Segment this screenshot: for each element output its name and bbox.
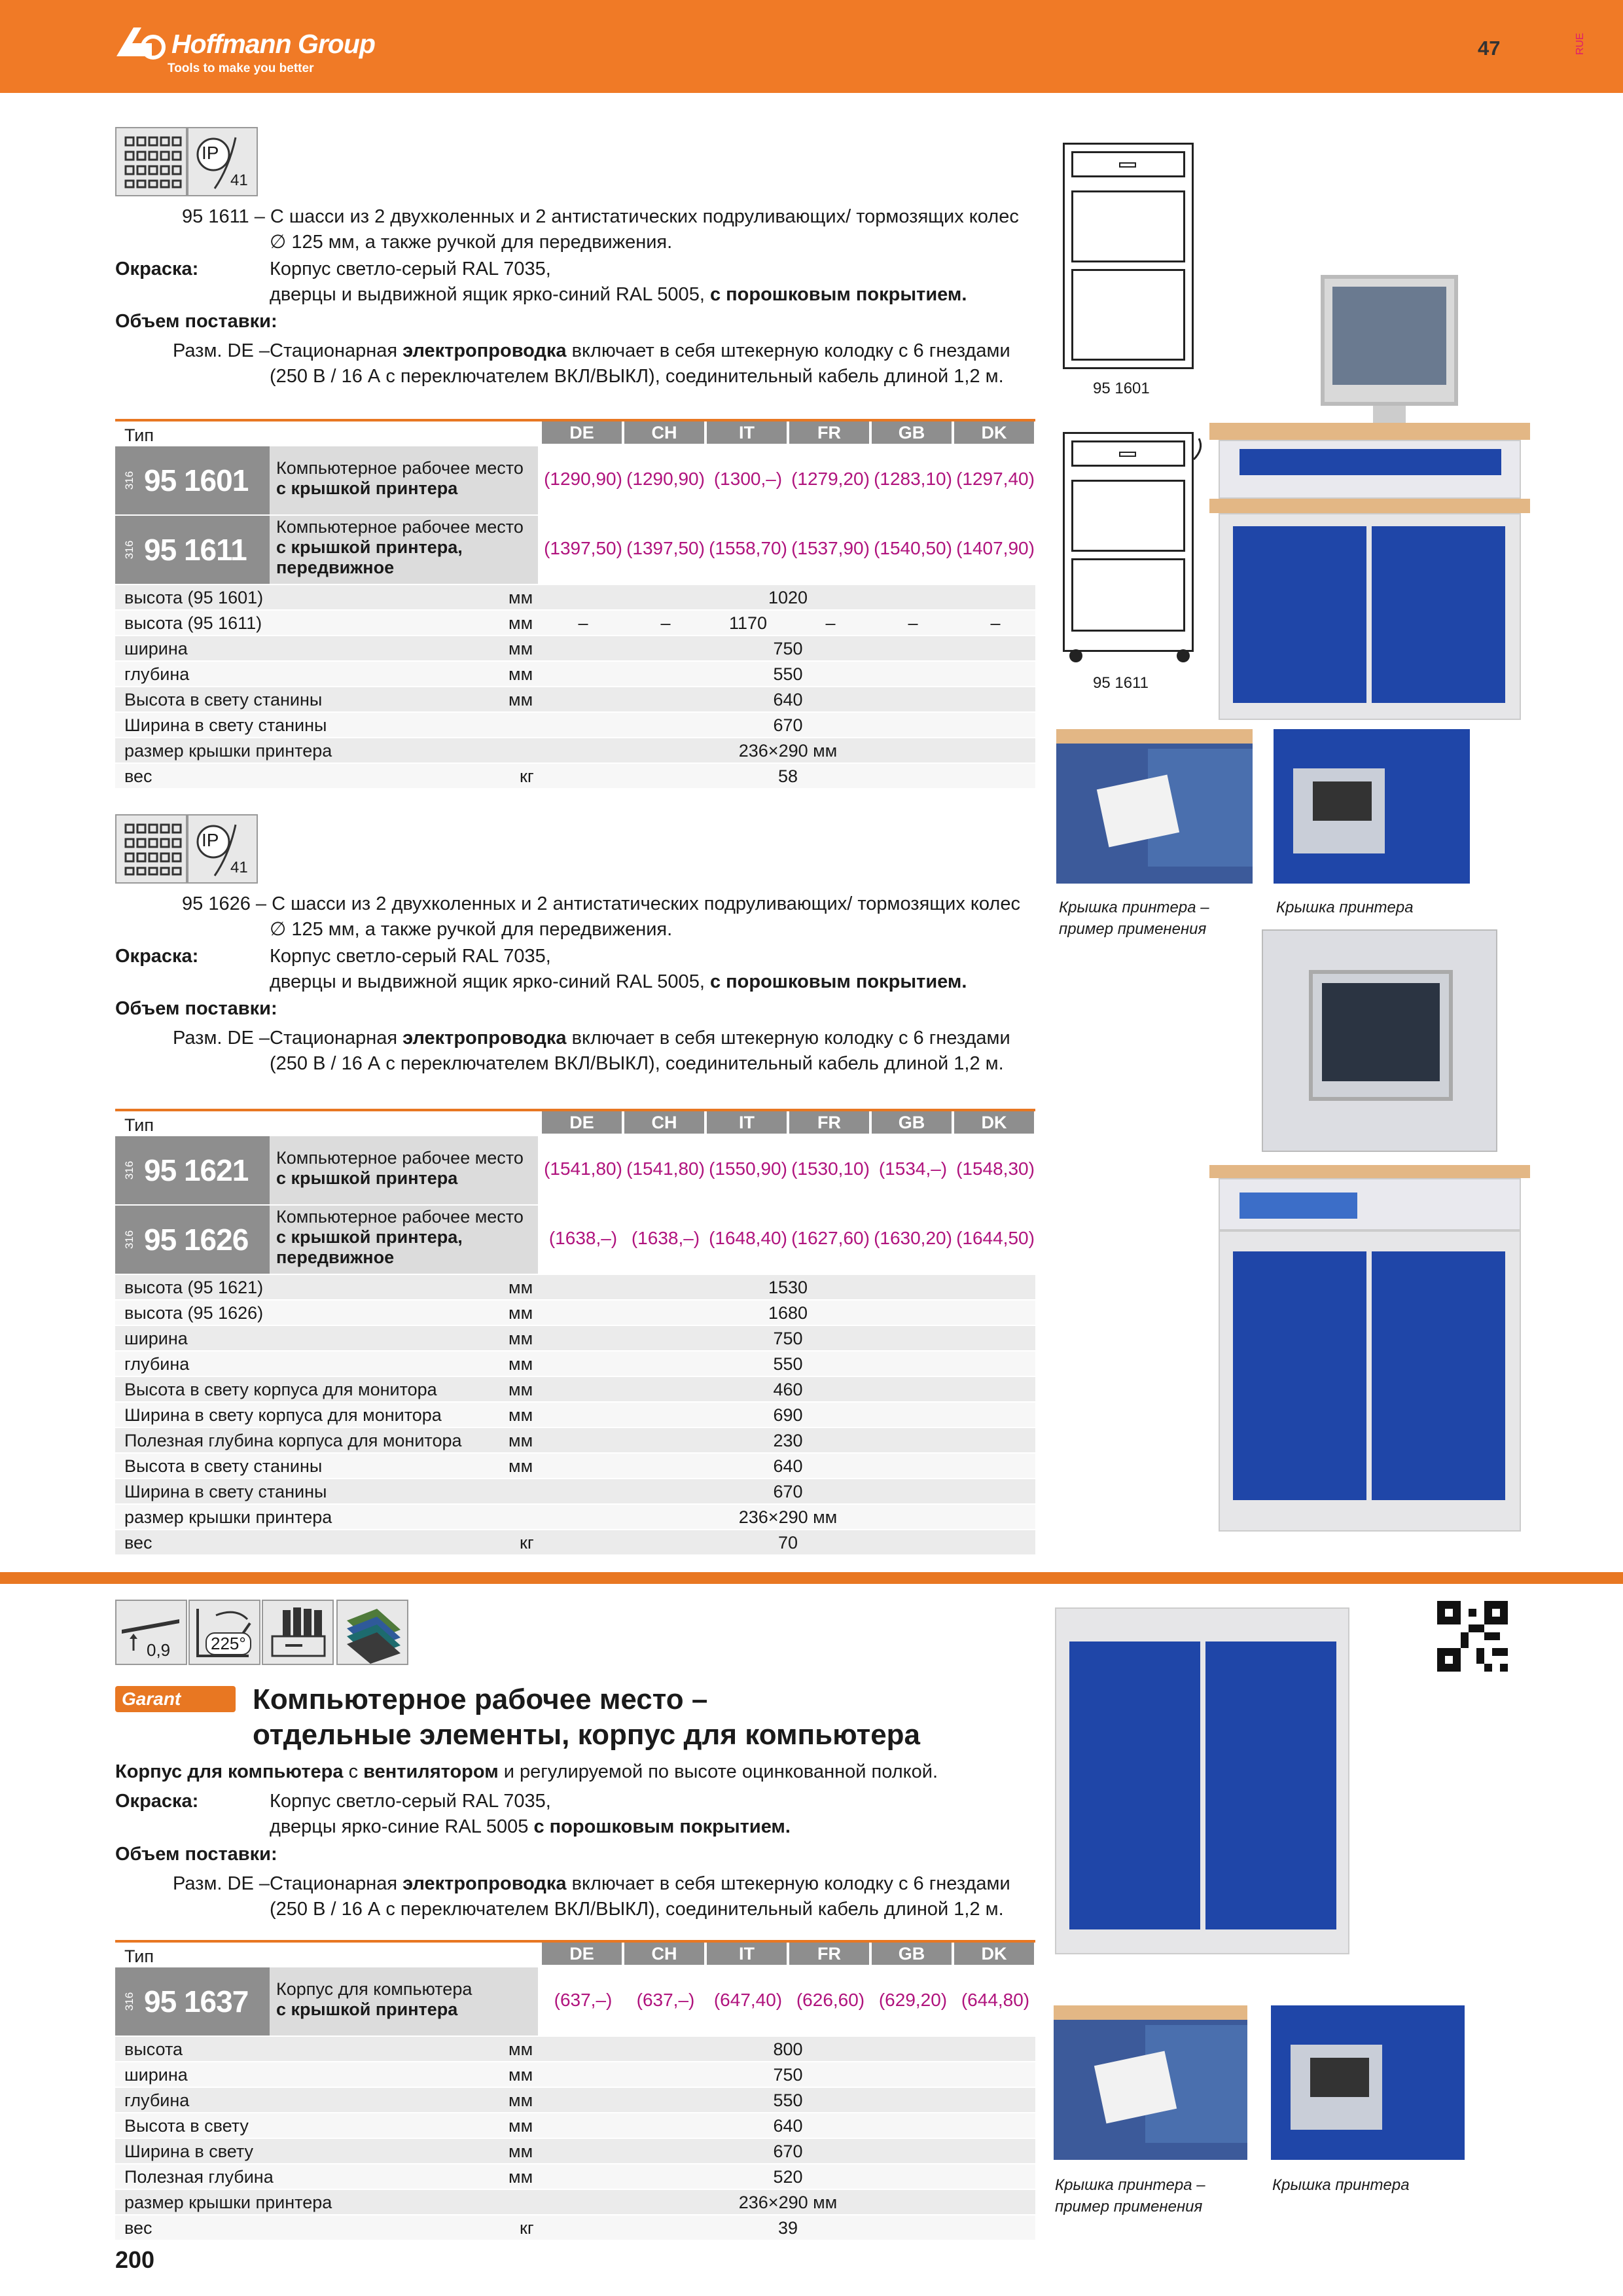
caption-usage-line-2: пример применения: [1055, 2198, 1203, 2215]
handle-icon: [1192, 436, 1207, 462]
type-label: Тип: [124, 425, 154, 445]
paint-line-1: Корпус светло-серый RAL 7035,: [270, 946, 551, 967]
spec-row: высота (95 1626) мм 1680: [115, 1300, 1035, 1326]
col-fr: FR: [789, 422, 869, 444]
table-header: [115, 1109, 1035, 1134]
spec-row: размер крышки принтера 236×290 мм: [115, 1505, 1035, 1530]
usage-photo: [1056, 729, 1253, 884]
table-header: [115, 1940, 1035, 1965]
product-image-enclosed-workstation: [1209, 929, 1530, 1532]
spec-row: глубина мм 550: [115, 1352, 1035, 1377]
col-fr: FR: [789, 1111, 869, 1134]
price-ch: (1290,90): [626, 469, 705, 489]
col-gb: GB: [872, 1943, 952, 1965]
product-image-workstation: [1209, 275, 1530, 720]
product-row[interactable]: [115, 1967, 1035, 2036]
logo-tagline: Tools to make you better: [168, 62, 314, 75]
color-swatches-icon: [336, 1600, 408, 1665]
table-header: [115, 419, 1035, 444]
caption-usage-line-1: Крышка принтера –: [1059, 899, 1209, 916]
spec-row: ширина мм 750: [115, 1326, 1035, 1352]
price-it: (1648,40): [709, 1228, 787, 1248]
price-dk: (1548,30): [956, 1158, 1035, 1179]
article-number: 95 1611: [144, 533, 247, 567]
drawing-label: 95 1611: [1093, 674, 1149, 692]
article-number: 95 1621: [144, 1153, 249, 1187]
paint-line-1: Корпус светло-серый RAL 7035,: [270, 1791, 551, 1812]
section-divider: [0, 1572, 1623, 1584]
col-ch: CH: [624, 1111, 704, 1134]
caption-usage-line-2: пример применения: [1059, 920, 1207, 938]
spec-row: вес кг 70: [115, 1530, 1035, 1556]
ip-value: 41: [230, 171, 248, 189]
scope-label: Объем поставки:: [115, 311, 277, 332]
scope-label: Объем поставки:: [115, 998, 277, 1019]
garant-logo: Garant: [115, 1686, 236, 1712]
col-dk: DK: [954, 422, 1034, 444]
product-row[interactable]: [115, 516, 1035, 584]
spec-row: Ширина в свету станины 670: [115, 713, 1035, 738]
spec-row: размер крышки принтера 236×290 мм: [115, 738, 1035, 764]
col-fr: FR: [789, 1943, 869, 1965]
article-badge: 316 95 1621: [115, 1136, 270, 1204]
spec-row: ширина мм 750: [115, 2062, 1035, 2088]
paint-label: Окраска:: [115, 946, 199, 967]
col-ch: CH: [624, 1943, 704, 1965]
scope-prefix: Разм. DE –: [173, 1028, 270, 1049]
language-code: RUE: [1575, 33, 1586, 55]
price-fr: (626,60): [796, 1990, 865, 2010]
price-dk: (644,80): [961, 1990, 1030, 2010]
scope-line-1: Стационарная электропроводка включает в себя штекерную колодку с 6 гнездами: [270, 1873, 1010, 1894]
scope-prefix: Разм. DE –: [173, 1873, 270, 1894]
feature-line-1: 95 1611 – С шасси из 2 двухколенных и 2 антистатических подруливающих/ тормозящих колес: [182, 206, 1019, 227]
feature-line-2: ∅ 125 мм, а также ручкой для передвижения.: [270, 232, 673, 253]
product-row[interactable]: [115, 1206, 1035, 1274]
price-it: (647,40): [713, 1990, 783, 2010]
ip-label: IP: [202, 143, 219, 163]
ip-rating-icon: [187, 127, 258, 196]
spec-row: высота мм 800: [115, 2037, 1035, 2062]
section-title-line-1: Компьютерное рабочее место –: [253, 1683, 708, 1715]
logo-name: Hoffmann Group: [171, 29, 375, 59]
paint-line-2: дверцы ярко-синие RAL 5005 с порошковым покрытием.: [270, 1816, 791, 1837]
spec-row: вес кг 58: [115, 764, 1035, 789]
col-de: DE: [542, 422, 622, 444]
product-description: Компьютерное рабочее место с крышкой принтера: [270, 1136, 538, 1204]
col-dk: DK: [954, 1111, 1034, 1134]
price-fr: (1279,20): [791, 469, 870, 489]
col-de: DE: [542, 1111, 622, 1134]
spec-row: Высота в свету корпуса для монитора мм 460: [115, 1377, 1035, 1403]
grid-panel-icon: [115, 127, 187, 196]
page-number-bottom: 200: [115, 2246, 155, 2273]
spec-row: размер крышки принтера 236×290 мм: [115, 2190, 1035, 2215]
caster-wheels-icon: [1065, 648, 1196, 665]
price-ch: (1638,–): [631, 1228, 700, 1248]
usage-photo: [1054, 2005, 1247, 2160]
spec-row: Высота в свету станины мм 640: [115, 687, 1035, 713]
col-de: DE: [542, 1943, 622, 1965]
price-de: (1638,–): [548, 1228, 618, 1248]
printer-photo: [1271, 2005, 1465, 2160]
scope-line-2: (250 В / 16 А с переключателем ВКЛ/ВЫКЛ), соединительный кабель длиной 1,2 м.: [270, 366, 1004, 387]
price-it: (1300,–): [713, 469, 783, 489]
product-description: Компьютерное рабочее место с крышкой принтера, передвижное: [270, 1206, 538, 1274]
drawing-95-1601: [1063, 143, 1194, 369]
article-number: 95 1626: [144, 1223, 249, 1257]
price-ch: (1541,80): [626, 1158, 705, 1179]
price-dk: (1644,50): [956, 1228, 1035, 1248]
hoffmann-logo-icon: [113, 24, 170, 60]
caption-printer: Крышка принтера: [1272, 2176, 1410, 2194]
article-number: 95 1601: [144, 463, 249, 497]
article-badge: 316 95 1626: [115, 1206, 270, 1274]
ip-label: IP: [202, 830, 219, 850]
product-image-computer-cabinet: [1055, 1607, 1349, 1954]
page-number-top: 47: [1478, 37, 1501, 60]
spec-row: Ширина в свету корпуса для монитора мм 690: [115, 1403, 1035, 1428]
product-description: Компьютерное рабочее место с крышкой принтера, передвижное: [270, 516, 538, 584]
spec-row: Высота в свету мм 640: [115, 2113, 1035, 2139]
price-gb: (1540,50): [874, 538, 952, 558]
qr-code-icon: [1437, 1601, 1508, 1672]
drawer-cabinet-icon: [262, 1600, 334, 1665]
price-fr: (1537,90): [791, 538, 870, 558]
price-fr: (1530,10): [791, 1158, 870, 1179]
price-de: (1541,80): [544, 1158, 622, 1179]
spec-row: ширина мм 750: [115, 636, 1035, 662]
price-de: (1397,50): [544, 538, 622, 558]
drawing-95-1611: [1063, 432, 1194, 652]
col-ch: CH: [624, 422, 704, 444]
caption-usage-line-1: Крышка принтера –: [1055, 2176, 1205, 2194]
spec-row: Полезная глубина мм 520: [115, 2164, 1035, 2190]
spec-row: Полезная глубина корпуса для монитора мм 230: [115, 1428, 1035, 1454]
price-it: (1550,90): [709, 1158, 787, 1179]
printer-photo: [1274, 729, 1470, 884]
spec-row: вес кг 39: [115, 2215, 1035, 2241]
article-badge: 316 95 1611: [115, 516, 270, 584]
spec-row: Высота в свету станины мм 640: [115, 1454, 1035, 1479]
price-gb: (1534,–): [878, 1158, 948, 1179]
product-row[interactable]: [115, 446, 1035, 514]
price-gb: (1283,10): [874, 469, 952, 489]
paint-line-2: дверцы и выдвижной ящик ярко-синий RAL 5005, с порошковым покрытием.: [270, 284, 967, 305]
caption-printer: Крышка принтера: [1276, 899, 1414, 916]
col-gb: GB: [872, 422, 952, 444]
price-de: (637,–): [554, 1990, 613, 2010]
spec-row: глубина мм 550: [115, 662, 1035, 687]
type-label: Тип: [124, 1115, 154, 1135]
product-description: Компьютерное рабочее место с крышкой принтера: [270, 446, 538, 514]
scope-label: Объем поставки:: [115, 1844, 277, 1865]
intro-line: Корпус для компьютера с вентилятором и регулируемой по высоте оцинкованной полкой.: [115, 1761, 938, 1782]
sheet-thickness-icon: 0,9: [115, 1600, 187, 1665]
col-it: IT: [707, 1111, 787, 1134]
price-fr: (1627,60): [791, 1228, 870, 1248]
price-ch: (637,–): [636, 1990, 695, 2010]
col-it: IT: [707, 422, 787, 444]
product-row[interactable]: [115, 1136, 1035, 1204]
drawing-label: 95 1601: [1093, 380, 1150, 397]
grid-panel-icon: [115, 814, 187, 884]
col-dk: DK: [954, 1943, 1034, 1965]
col-it: IT: [707, 1943, 787, 1965]
feature-line-1: 95 1626 – С шасси из 2 двухколенных и 2 антистатических подруливающих/ тормозящих колес: [182, 893, 1020, 914]
spec-row: высота (95 1621) мм 1530: [115, 1275, 1035, 1300]
product-description: Корпус для компьютера с крышкой принтера: [270, 1967, 538, 2036]
price-gb: (629,20): [878, 1990, 948, 2010]
scope-line-1: Стационарная электропроводка включает в себя штекерную колодку с 6 гнездами: [270, 340, 1010, 361]
ip-rating-icon: [187, 814, 258, 884]
feature-line-2: ∅ 125 мм, а также ручкой для передвижения.: [270, 919, 673, 940]
section-title-line-2: отдельные элементы, корпус для компьютера: [253, 1719, 921, 1751]
scope-line-1: Стационарная электропроводка включает в себя штекерную колодку с 6 гнездами: [270, 1028, 1010, 1049]
spec-row: Ширина в свету мм 670: [115, 2139, 1035, 2164]
price-gb: (1630,20): [874, 1228, 952, 1248]
price-dk: (1297,40): [956, 469, 1035, 489]
paint-line-2: дверцы и выдвижной ящик ярко-синий RAL 5005, с порошковым покрытием.: [270, 971, 967, 992]
price-dk: (1407,90): [956, 538, 1035, 558]
type-label: Тип: [124, 1946, 154, 1966]
door-angle-icon: 225°: [188, 1600, 260, 1665]
spec-row: глубина мм 550: [115, 2088, 1035, 2113]
price-ch: (1397,50): [626, 538, 705, 558]
spec-row: Ширина в свету станины 670: [115, 1479, 1035, 1505]
scope-line-2: (250 В / 16 А с переключателем ВКЛ/ВЫКЛ), соединительный кабель длиной 1,2 м.: [270, 1899, 1004, 1920]
paint-line-1: Корпус светло-серый RAL 7035,: [270, 259, 551, 279]
price-de: (1290,90): [544, 469, 622, 489]
article-badge: 316 95 1637: [115, 1967, 270, 2036]
paint-label: Окраска:: [115, 1791, 199, 1812]
article-badge: 316 95 1601: [115, 446, 270, 514]
ip-value: 41: [230, 859, 248, 876]
spec-row: высота (95 1601) мм 1020: [115, 585, 1035, 611]
scope-prefix: Разм. DE –: [173, 340, 270, 361]
spec-row: высота (95 1611) мм – – 1170 – – –: [115, 611, 1035, 636]
paint-label: Окраска:: [115, 259, 199, 279]
col-gb: GB: [872, 1111, 952, 1134]
price-it: (1558,70): [709, 538, 787, 558]
article-number: 95 1637: [144, 1984, 249, 2018]
scope-line-2: (250 В / 16 А с переключателем ВКЛ/ВЫКЛ), соединительный кабель длиной 1,2 м.: [270, 1053, 1004, 1074]
